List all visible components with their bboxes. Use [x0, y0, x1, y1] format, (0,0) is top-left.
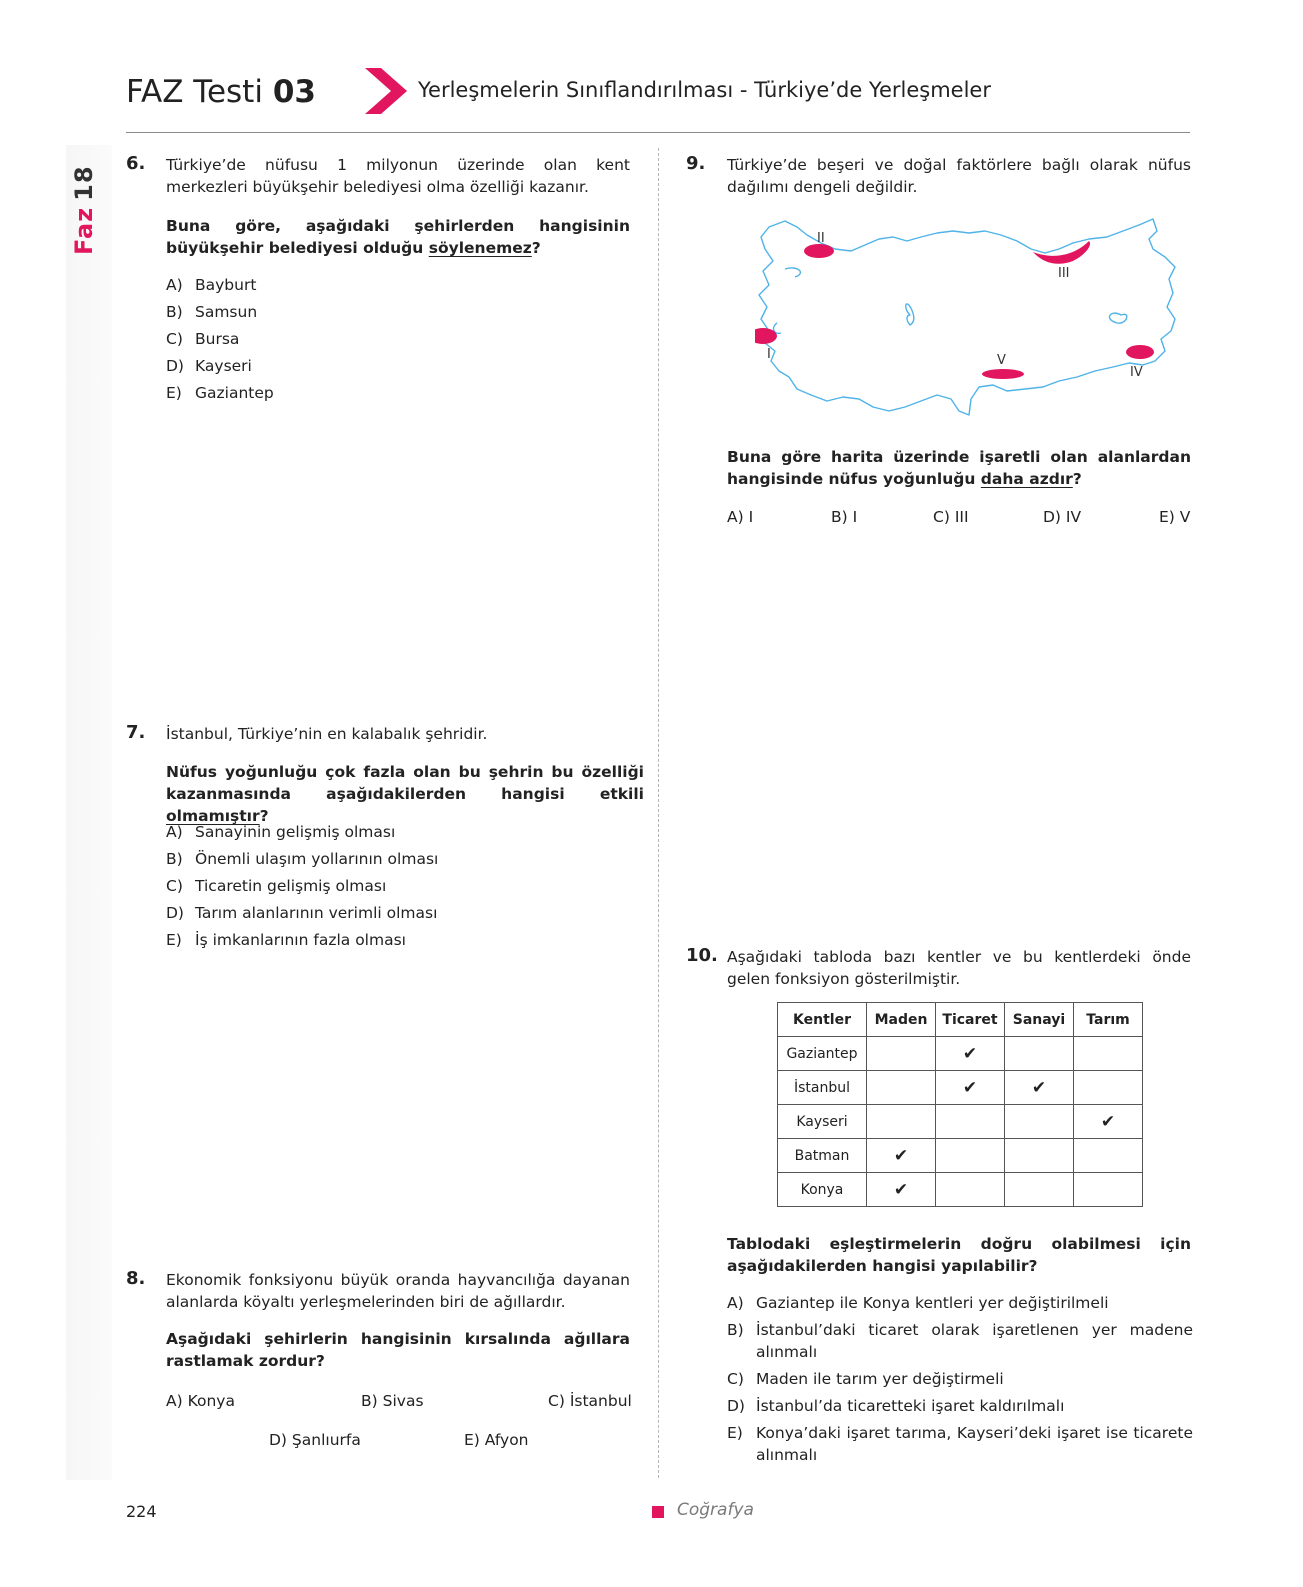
table-mark-cell: ✔	[936, 1071, 1005, 1105]
table-city-cell: Konya	[778, 1173, 867, 1207]
option-letter: C)	[548, 1392, 565, 1410]
option-text: Önemli ulaşım yollarının olması	[195, 850, 439, 868]
question-9-prompt	[727, 446, 1191, 490]
option-text: V	[1179, 508, 1191, 526]
option-b[interactable]	[166, 299, 274, 326]
table-mark-cell	[1074, 1037, 1143, 1071]
option-text: Gaziantep	[195, 384, 274, 402]
option-letter: B)	[727, 1321, 744, 1339]
option-d[interactable]	[269, 1431, 361, 1449]
option-d[interactable]	[1043, 508, 1081, 526]
option-letter: D)	[727, 1397, 745, 1415]
table-row	[778, 1139, 1143, 1173]
option-e[interactable]	[1159, 508, 1190, 526]
option-text: İstanbul’da ticaretteki işaret kaldırılmalı	[756, 1397, 1065, 1415]
chevron-right-icon	[365, 68, 409, 114]
title-number: 03	[272, 74, 316, 110]
option-letter: E)	[166, 931, 182, 949]
option-letter: C)	[166, 877, 183, 895]
region-ii-label: II	[817, 231, 825, 246]
option-a[interactable]	[166, 819, 438, 846]
table-header-cell: Ticaret	[936, 1003, 1005, 1037]
question-9-number: 9.	[686, 153, 706, 174]
table-mark-cell	[867, 1071, 936, 1105]
option-text: Sanayinin gelişmiş olması	[195, 823, 396, 841]
option-text: Konya	[187, 1392, 235, 1410]
question-7-text: İstanbul, Türkiye’nin en kalabalık şehridir.	[166, 725, 488, 743]
option-letter: A)	[727, 1294, 744, 1312]
map-regions	[755, 241, 1154, 379]
question-9-text: Türkiye’de beşeri ve doğal faktörlere bağlı olarak nüfus dağılımı dengeli değildir.	[727, 156, 1191, 196]
option-b[interactable]	[361, 1392, 424, 1410]
column-divider	[658, 148, 659, 1478]
side-tab-faz: Faz	[70, 206, 98, 255]
option-letter: E)	[1159, 508, 1175, 526]
option-text: I	[852, 508, 858, 526]
option-a[interactable]	[166, 1392, 235, 1410]
table-mark-cell	[1074, 1071, 1143, 1105]
option-c[interactable]	[727, 1368, 1193, 1390]
question-9-prompt-end: ?	[1072, 470, 1082, 488]
option-text: I	[748, 508, 754, 526]
option-e[interactable]	[166, 927, 438, 954]
option-a[interactable]	[727, 508, 753, 526]
option-e[interactable]	[166, 380, 274, 407]
function-table	[777, 1002, 1143, 1207]
option-c[interactable]	[166, 873, 438, 900]
table-city-cell: Batman	[778, 1139, 867, 1173]
question-6-prompt	[166, 215, 630, 259]
question-9-prompt-text: Buna göre harita üzerinde işaretli olan alanlardan hangisinde nüfus yoğunluğu	[727, 448, 1191, 488]
option-letter: B)	[166, 850, 183, 868]
option-text: Samsun	[195, 303, 258, 321]
table-mark-cell	[1005, 1037, 1074, 1071]
table-mark-cell	[1074, 1173, 1143, 1207]
table-mark-cell: ✔	[1005, 1071, 1074, 1105]
table-mark-cell: ✔	[936, 1037, 1005, 1071]
option-letter: C)	[727, 1370, 744, 1388]
table-mark-cell	[936, 1173, 1005, 1207]
question-7-prompt-emphasis: olmamıştır	[166, 807, 260, 825]
option-letter: E)	[464, 1431, 480, 1449]
table-mark-cell	[867, 1105, 936, 1139]
option-text: Bursa	[195, 330, 240, 348]
option-c[interactable]	[933, 508, 969, 526]
question-8-text: Ekonomik fonksiyonu büyük oranda hayvancılığa dayanan alanlarda köyaltı yerleşmelerinden biri de ağıllardır.	[166, 1271, 630, 1311]
question-10-options	[727, 1292, 1193, 1466]
side-tab-label	[70, 165, 98, 255]
table-mark-cell	[1005, 1105, 1074, 1139]
option-d[interactable]	[166, 900, 438, 927]
region-ii-marker	[804, 244, 834, 258]
question-7-prompt-text: Nüfus yoğunluğu çok fazla olan bu şehrin bu özelliği kazanmasında aşağıdakilerden hangisi etkili	[166, 763, 644, 803]
option-letter: B)	[166, 303, 183, 321]
table-city-cell: İstanbul	[778, 1071, 867, 1105]
table-row	[778, 1173, 1143, 1207]
turkey-map	[755, 215, 1195, 425]
option-text: İstanbul’daki ticaret olarak işaretlenen yer madene alınmalı	[756, 1321, 1193, 1361]
option-b[interactable]	[831, 508, 857, 526]
table-mark-cell	[867, 1037, 936, 1071]
table-mark-cell	[936, 1139, 1005, 1173]
option-text: Tarım alanlarının verimli olması	[195, 904, 438, 922]
table-row	[778, 1071, 1143, 1105]
table-header-cell: Sanayi	[1005, 1003, 1074, 1037]
option-text: Afyon	[484, 1431, 529, 1449]
side-tab-number: 18	[70, 165, 98, 201]
option-d[interactable]	[727, 1395, 1193, 1417]
region-i-label: I	[767, 347, 771, 362]
option-text: Kayseri	[195, 357, 252, 375]
question-6-prompt-text: Buna göre, aşağıdaki şehirlerden hangisinin büyükşehir belediyesi olduğu	[166, 217, 630, 257]
table-mark-cell	[1005, 1139, 1074, 1173]
option-e[interactable]	[727, 1422, 1193, 1466]
question-7-number: 7.	[126, 722, 146, 743]
option-text: İş imkanlarının fazla olması	[195, 931, 406, 949]
table-city-cell: Gaziantep	[778, 1037, 867, 1071]
question-7-prompt-end: ?	[259, 807, 269, 825]
header-divider	[126, 132, 1190, 133]
option-e[interactable]	[464, 1431, 529, 1449]
table-header-cell: Maden	[867, 1003, 936, 1037]
question-10-prompt: Tablodaki eşleştirmelerin doğru olabilmesi için aşağıdakilerden hangisi yapılabilir?	[727, 1235, 1191, 1275]
table-mark-cell: ✔	[867, 1139, 936, 1173]
title-prefix: FAZ Testi	[126, 74, 263, 110]
question-6-prompt-emphasis: söylenemez	[428, 239, 532, 257]
option-b[interactable]	[166, 846, 438, 873]
square-bullet-icon	[652, 1506, 664, 1518]
table-mark-cell	[1005, 1173, 1074, 1207]
option-a[interactable]	[727, 1292, 1193, 1314]
question-6-text: Türkiye’de nüfusu 1 milyonun üzerinde olan kent merkezleri büyükşehir belediyesi olma özelliği kazanır.	[166, 156, 630, 196]
option-c[interactable]	[548, 1392, 632, 1410]
option-text: Sivas	[382, 1392, 424, 1410]
question-6-number: 6.	[126, 153, 146, 174]
option-letter: B)	[831, 508, 848, 526]
option-text: İstanbul	[569, 1392, 632, 1410]
question-10-number: 10.	[686, 945, 718, 966]
table-mark-cell: ✔	[867, 1173, 936, 1207]
question-7-prompt	[166, 761, 644, 827]
question-8-number: 8.	[126, 1268, 146, 1289]
question-8-prompt: Aşağıdaki şehirlerin hangisinin kırsalında ağıllara rastlamak zordur?	[166, 1330, 630, 1370]
question-9-prompt-emphasis: daha azdır	[980, 470, 1073, 488]
option-letter: D)	[166, 357, 184, 375]
option-letter: A)	[166, 276, 183, 294]
table-row	[778, 1037, 1143, 1071]
side-band	[66, 145, 112, 1480]
page-subtitle: Yerleşmelerin Sınıflandırılması - Türkiye’de Yerleşmeler	[418, 78, 991, 102]
table-row	[778, 1105, 1143, 1139]
option-letter: E)	[727, 1424, 743, 1442]
option-letter: C)	[933, 508, 950, 526]
option-text: Şanlıurfa	[291, 1431, 361, 1449]
option-letter: D)	[166, 904, 184, 922]
option-text: Ticaretin gelişmiş olması	[195, 877, 387, 895]
table-mark-cell	[936, 1105, 1005, 1139]
option-text: Konya’daki işaret tarıma, Kayseri’deki işaret ise ticarete alınmalı	[756, 1424, 1193, 1464]
page-title	[126, 74, 316, 110]
subject-label: Coğrafya	[677, 1500, 754, 1520]
question-10-text: Aşağıdaki tabloda bazı kentler ve bu kentlerdeki önde gelen fonksiyon gösterilmiştir.	[727, 948, 1191, 988]
option-letter: B)	[361, 1392, 378, 1410]
table-header-cell: Tarım	[1074, 1003, 1143, 1037]
option-b[interactable]	[727, 1319, 1193, 1363]
option-text: IV	[1065, 508, 1082, 526]
option-c[interactable]	[166, 326, 274, 353]
table-mark-cell	[1074, 1139, 1143, 1173]
question-7-options	[166, 819, 438, 954]
region-v-label: V	[997, 353, 1006, 368]
question-6-options	[166, 272, 274, 407]
option-letter: D)	[1043, 508, 1061, 526]
option-text: Gaziantep ile Konya kentleri yer değiştirilmeli	[756, 1294, 1109, 1312]
option-letter: A)	[166, 1392, 183, 1410]
table-header-cell: Kentler	[778, 1003, 867, 1037]
option-text: Maden ile tarım yer değiştirmeli	[756, 1370, 1004, 1388]
region-iv-marker	[1126, 345, 1154, 359]
option-text: Bayburt	[195, 276, 257, 294]
table-header-row	[778, 1003, 1143, 1037]
question-6-prompt-end: ?	[531, 239, 541, 257]
option-d[interactable]	[166, 353, 274, 380]
option-letter: A)	[727, 508, 744, 526]
option-a[interactable]	[166, 272, 274, 299]
option-letter: C)	[166, 330, 183, 348]
region-iv-label: IV	[1130, 365, 1143, 380]
region-iii-label: III	[1058, 266, 1070, 281]
option-letter: D)	[269, 1431, 287, 1449]
option-letter: E)	[166, 384, 182, 402]
table-city-cell: Kayseri	[778, 1105, 867, 1139]
option-text: III	[954, 508, 969, 526]
page-number: 224	[126, 1502, 157, 1521]
option-letter: A)	[166, 823, 183, 841]
region-v-marker	[982, 369, 1024, 379]
table-mark-cell: ✔	[1074, 1105, 1143, 1139]
